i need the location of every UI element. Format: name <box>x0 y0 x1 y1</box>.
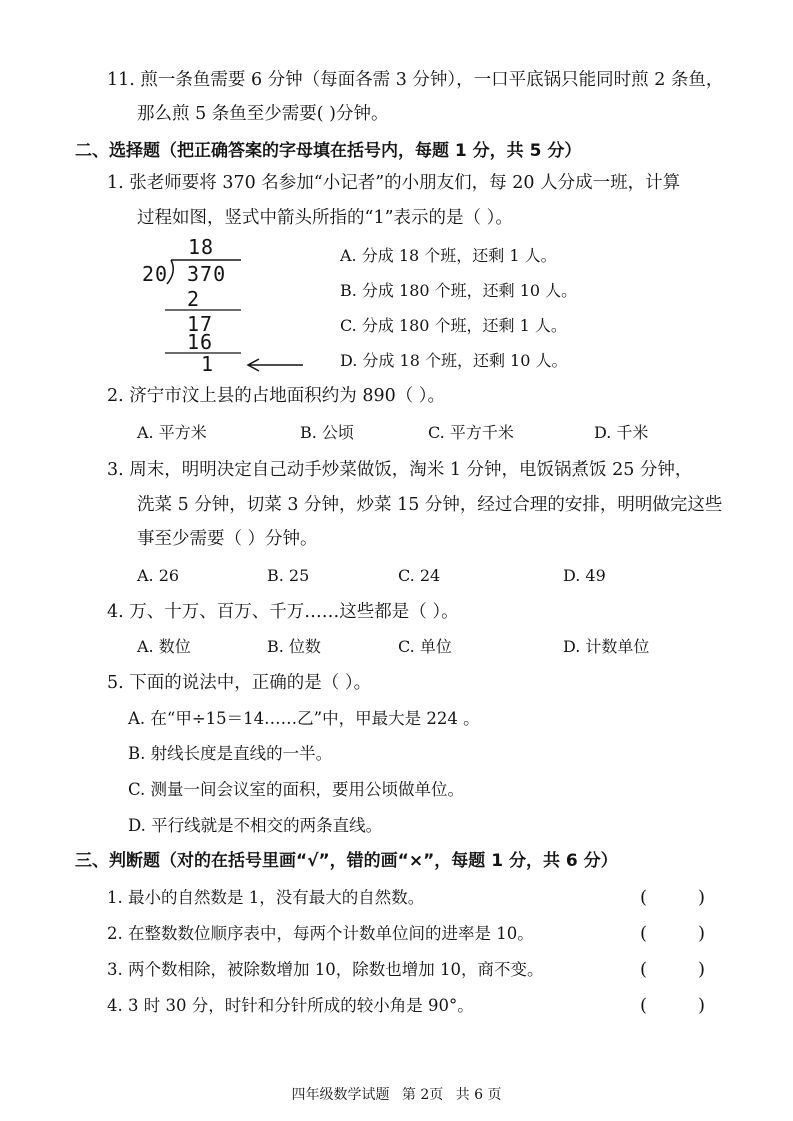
answer-paren-open-3: ( <box>640 959 648 980</box>
q1-option-c: C. 分成 180 个班，还剩 1 人。 <box>340 316 567 335</box>
footer-page-number: 第 2页 <box>401 1087 444 1103</box>
answer-paren-open-4: ( <box>640 995 648 1016</box>
q4-text: 4. 万、十万、百万、千万……这些都是（ ）。 <box>107 602 459 622</box>
q3-option-b: B. 25 <box>267 566 310 585</box>
division-step1: 2 <box>187 287 201 311</box>
section3-title: 三、判断题（对的在括号里画“√”，错的画“×”，每题 1 分，共 6 分） <box>75 851 618 871</box>
q1-line2: 过程如图，竖式中箭头所指的“1”表示的是（ ）。 <box>137 208 513 228</box>
answer-paren-close-2: ) <box>698 923 706 944</box>
q4-option-a: A. 数位 <box>137 637 191 656</box>
division-bracket <box>135 232 315 372</box>
q2-text: 2. 济宁市汶上县的占地面积约为 890（ ）。 <box>107 386 446 406</box>
judge-item-3: 3. 两个数相除，被除数增加 10，除数也增加 10，商不变。 <box>107 960 544 979</box>
section2-title: 二、选择题（把正确答案的字母填在括号内，每题 1 分，共 5 分） <box>75 141 582 161</box>
judge-item-1: 1. 最小的自然数是 1，没有最大的自然数。 <box>107 888 425 907</box>
q1-line1: 1. 张老师要将 370 名参加“小记者”的小朋友们，每 20 人分成一班，计算 <box>107 173 681 193</box>
arrow-left-icon <box>245 358 305 372</box>
q2-option-d: D. 千米 <box>594 423 649 442</box>
footer-total-pages: 共 6 页 <box>455 1087 502 1103</box>
division-divisor: 20 <box>142 262 169 286</box>
answer-paren-close-1: ) <box>698 887 706 908</box>
q1-option-d: D. 分成 18 个班，还剩 10 人。 <box>340 351 568 370</box>
division-dividend: 370 <box>187 262 227 286</box>
division-step2: 17 <box>187 312 214 336</box>
division-quotient: 18 <box>188 235 215 259</box>
q2-option-a: A. 平方米 <box>137 423 207 442</box>
q2-option-b: B. 公顷 <box>300 423 354 442</box>
q3-option-a: A. 26 <box>137 566 180 585</box>
q3-line3: 事至少需要（ ）分钟。 <box>137 529 318 549</box>
q11-line1: 11. 煎一条鱼需要 6 分钟（每面各需 3 分钟），一口平底锅只能同时煎 2 条鱼， <box>107 70 724 90</box>
division-step3: 16 <box>187 330 214 354</box>
answer-paren-open-1: ( <box>640 887 648 908</box>
q1-option-a: A. 分成 18 个班，还剩 1 人。 <box>340 246 557 265</box>
q5-option-d: D. 平行线就是不相交的两条直线。 <box>128 816 383 835</box>
q11-line2: 那么煎 5 条鱼至少需要( )分钟。 <box>137 104 389 124</box>
q3-line1: 3. 周末，明明决定自己动手炒菜做饭，淘米 1 分钟，电饭锅煮饭 25 分钟， <box>107 460 693 480</box>
q3-option-d: D. 49 <box>563 566 606 585</box>
answer-paren-open-2: ( <box>640 923 648 944</box>
q5-option-c: C. 测量一间会议室的面积，要用公顷做单位。 <box>128 780 465 799</box>
answer-paren-close-3: ) <box>698 959 706 980</box>
q1-option-b: B. 分成 180 个班，还剩 10 人。 <box>340 281 578 300</box>
division-remainder: 1 <box>201 352 215 376</box>
q2-option-c: C. 平方千米 <box>428 423 514 442</box>
q4-option-c: C. 单位 <box>398 637 452 656</box>
q5-text: 5. 下面的说法中，正确的是（ ）。 <box>107 673 372 693</box>
page-footer <box>0 1084 793 1104</box>
q4-option-b: B. 位数 <box>267 637 321 656</box>
answer-paren-close-4: ) <box>698 995 706 1016</box>
q5-option-b: B. 射线长度是直线的一半。 <box>128 744 333 763</box>
q3-option-c: C. 24 <box>398 566 441 585</box>
q5-option-a: A. 在“甲÷15＝14……乙”中，甲最大是 224 。 <box>128 709 480 728</box>
q3-line2: 洗菜 5 分钟，切菜 3 分钟，炒菜 15 分钟，经过合理的安排，明明做完这些 <box>137 495 723 515</box>
judge-item-4: 4. 3 时 30 分，时针和分针所成的较小角是 90°。 <box>107 996 474 1015</box>
judge-item-2: 2. 在整数数位顺序表中，每两个计数单位间的进率是 10。 <box>107 924 534 943</box>
footer-title: 四年级数学试题 <box>291 1087 390 1103</box>
q4-option-d: D. 计数单位 <box>563 637 650 656</box>
